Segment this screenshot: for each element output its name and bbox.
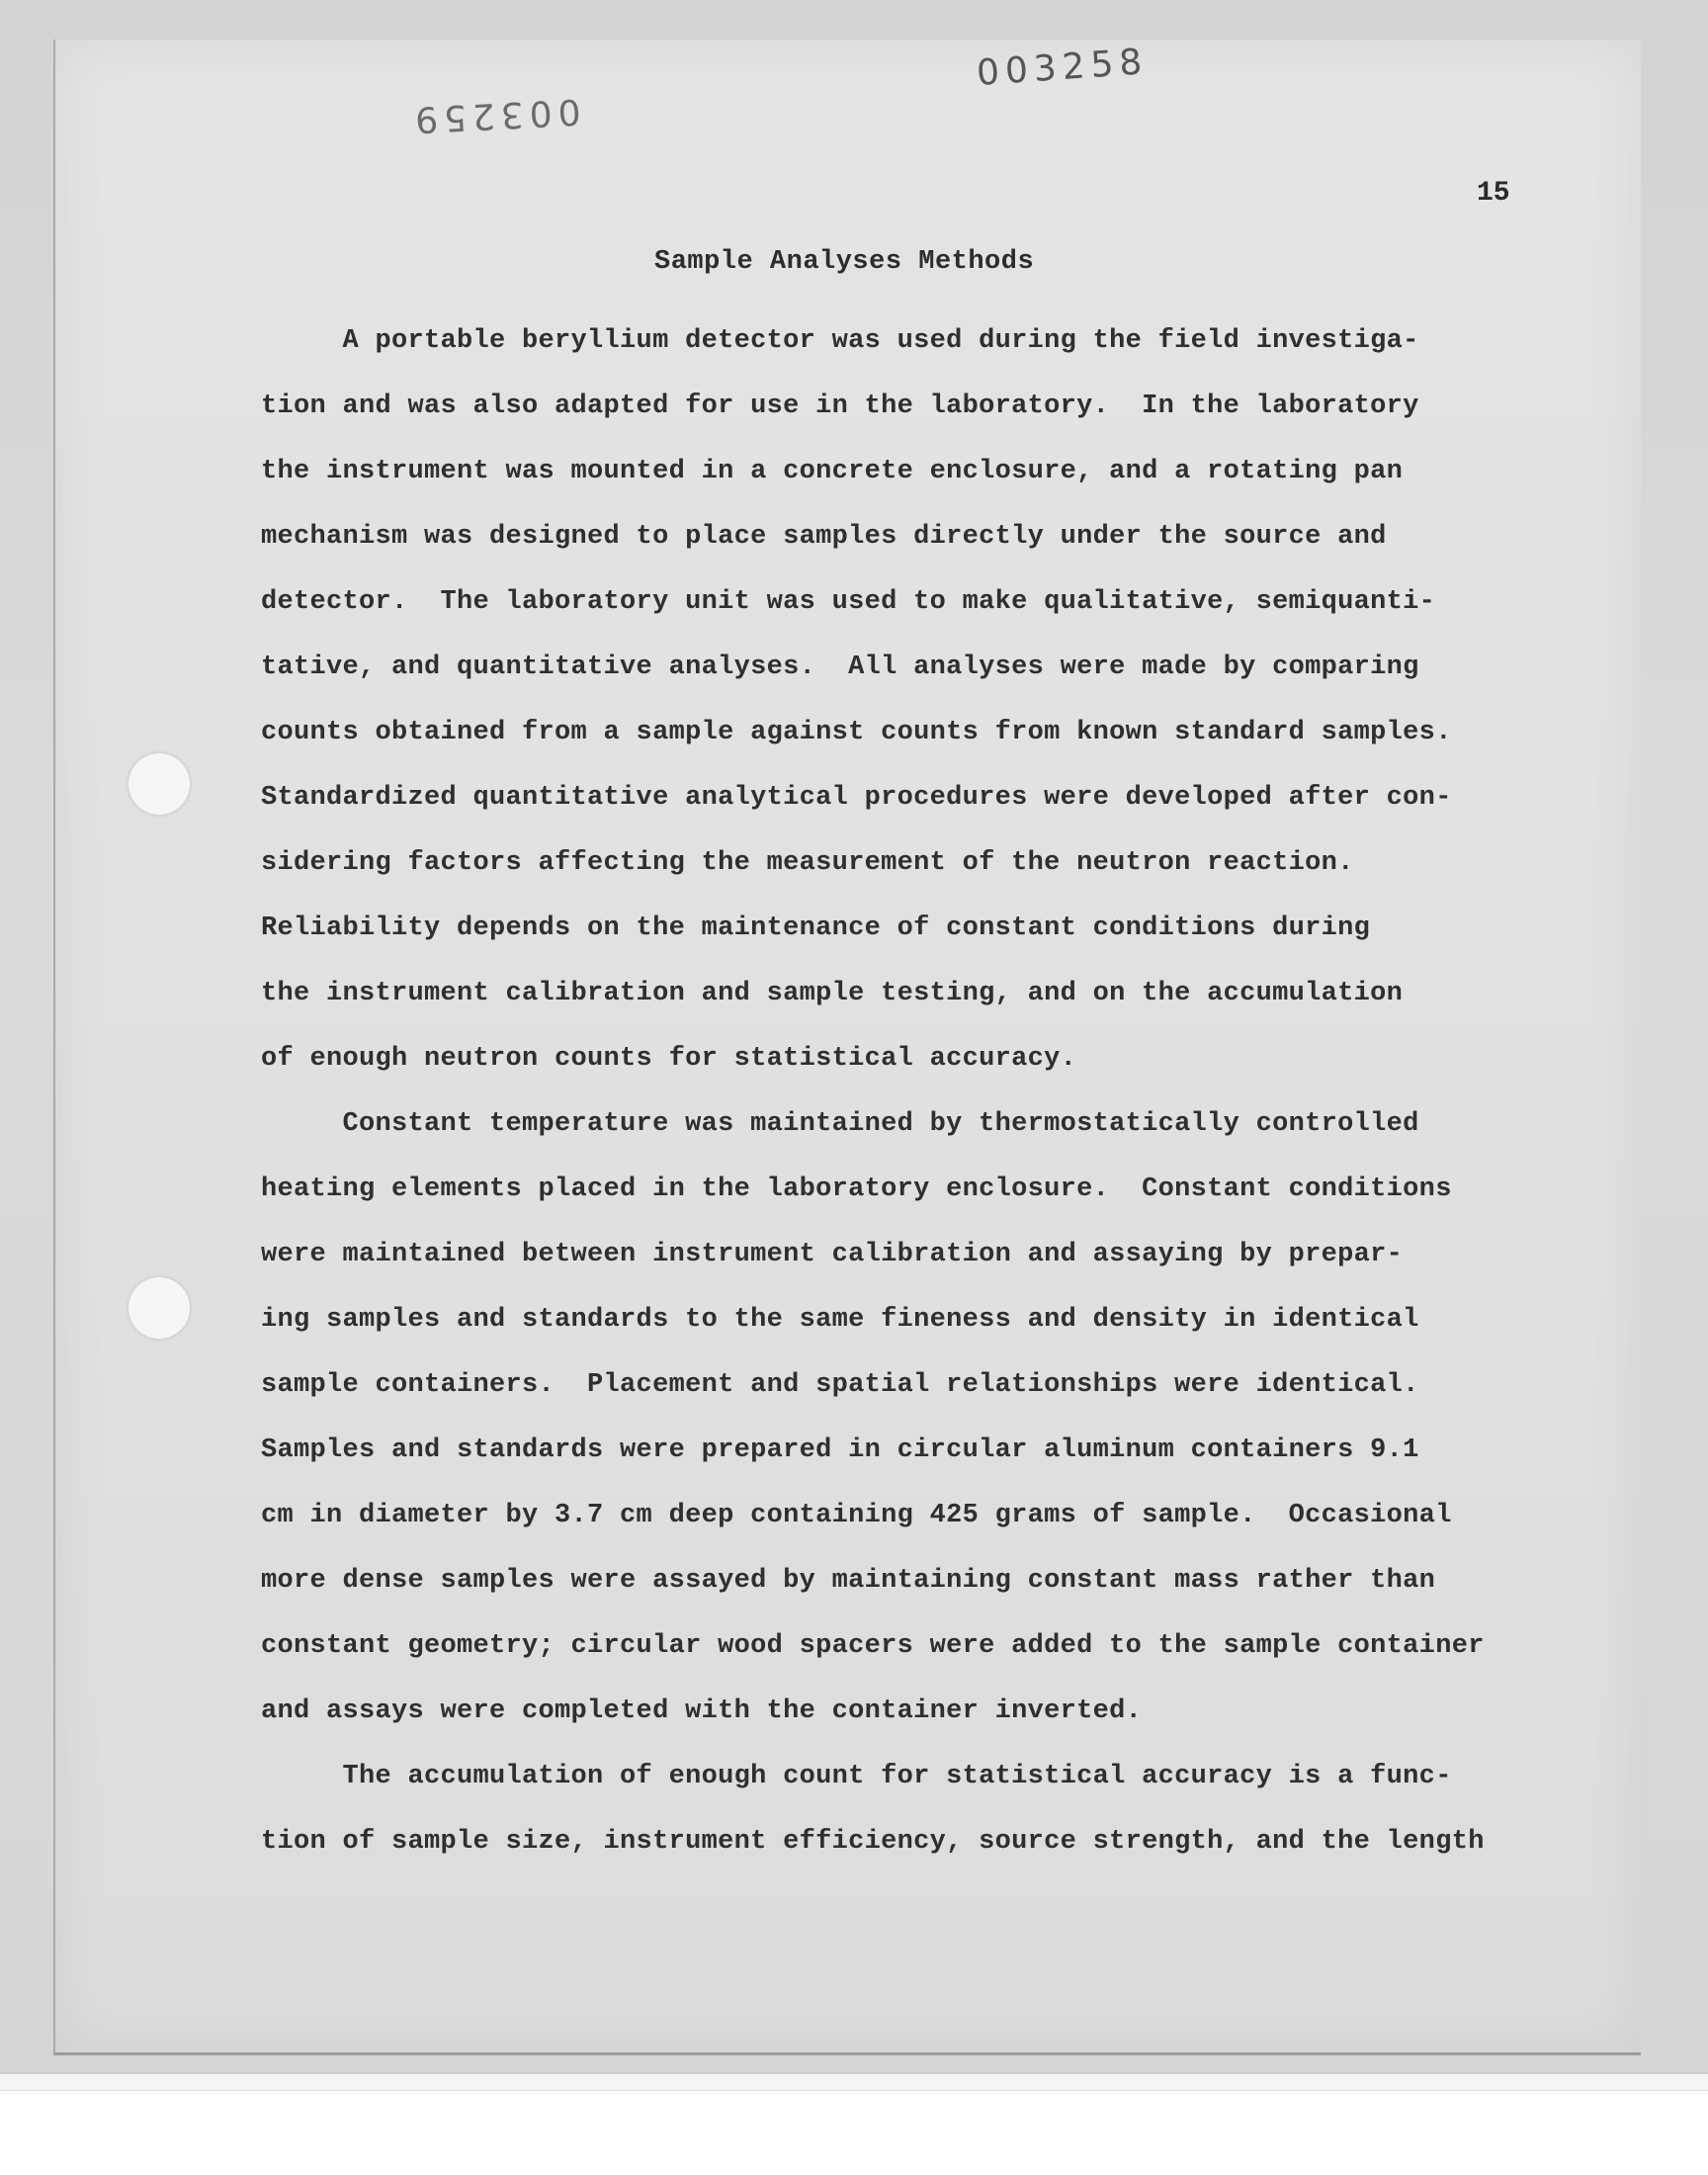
text-line: cm in diameter by 3.7 cm deep containing 425 grams of sample. Occasional	[261, 1501, 1452, 1530]
punch-hole-upper	[128, 753, 190, 815]
text-line: ing samples and standards to the same fineness and density in identical	[261, 1305, 1419, 1335]
text-line: heating elements placed in the laboratory enclosure. Constant conditions	[261, 1174, 1452, 1204]
text-line: A portable beryllium detector was used during the field investiga-	[261, 326, 1419, 356]
text-line: and assays were completed with the container inverted.	[261, 1696, 1143, 1726]
text-line: of enough neutron counts for statistical accuracy.	[261, 1044, 1077, 1074]
section-title: Sample Analyses Methods	[654, 247, 1035, 277]
text-line: Samples and standards were prepared in circular aluminum containers 9.1	[261, 1436, 1419, 1465]
text-line: mechanism was designed to place samples directly under the source and	[261, 522, 1387, 552]
text-line: sidering factors affecting the measurement of the neutron reaction.	[261, 848, 1354, 878]
text-line: The accumulation of enough count for statistical accuracy is a func-	[261, 1762, 1452, 1791]
text-line: tion and was also adapted for use in the laboratory. In the laboratory	[261, 392, 1419, 421]
mirrored-stamp-number: 003259	[408, 90, 582, 140]
text-line: the instrument calibration and sample testing, and on the accumulation	[261, 979, 1404, 1008]
body-text	[261, 308, 1506, 1874]
text-line: were maintained between instrument calibration and assaying by prepar-	[261, 1240, 1404, 1269]
text-line: sample containers. Placement and spatial relationships were identical.	[261, 1370, 1419, 1400]
text-line: detector. The laboratory unit was used to make qualitative, semiquanti-	[261, 587, 1436, 617]
text-line: Standardized quantitative analytical procedures were developed after con-	[261, 783, 1452, 813]
scan-bottom-edge	[0, 2072, 1708, 2091]
punch-hole-lower	[128, 1277, 190, 1339]
page-number: 15	[1477, 178, 1510, 209]
text-line: constant geometry; circular wood spacers were added to the sample container	[261, 1631, 1485, 1661]
text-line: the instrument was mounted in a concrete enclosure, and a rotating pan	[261, 457, 1404, 486]
text-line: tative, and quantitative analyses. All analyses were made by comparing	[261, 652, 1419, 682]
document-stamp-number: 003258	[975, 42, 1150, 94]
text-line: Constant temperature was maintained by thermostatically controlled	[261, 1109, 1419, 1139]
text-line: more dense samples were assayed by maintaining constant mass rather than	[261, 1566, 1436, 1596]
text-line: counts obtained from a sample against counts from known standard samples.	[261, 718, 1452, 747]
text-line: tion of sample size, instrument efficiency, source strength, and the length	[261, 1827, 1485, 1857]
text-line: Reliability depends on the maintenance of constant conditions during	[261, 914, 1371, 943]
